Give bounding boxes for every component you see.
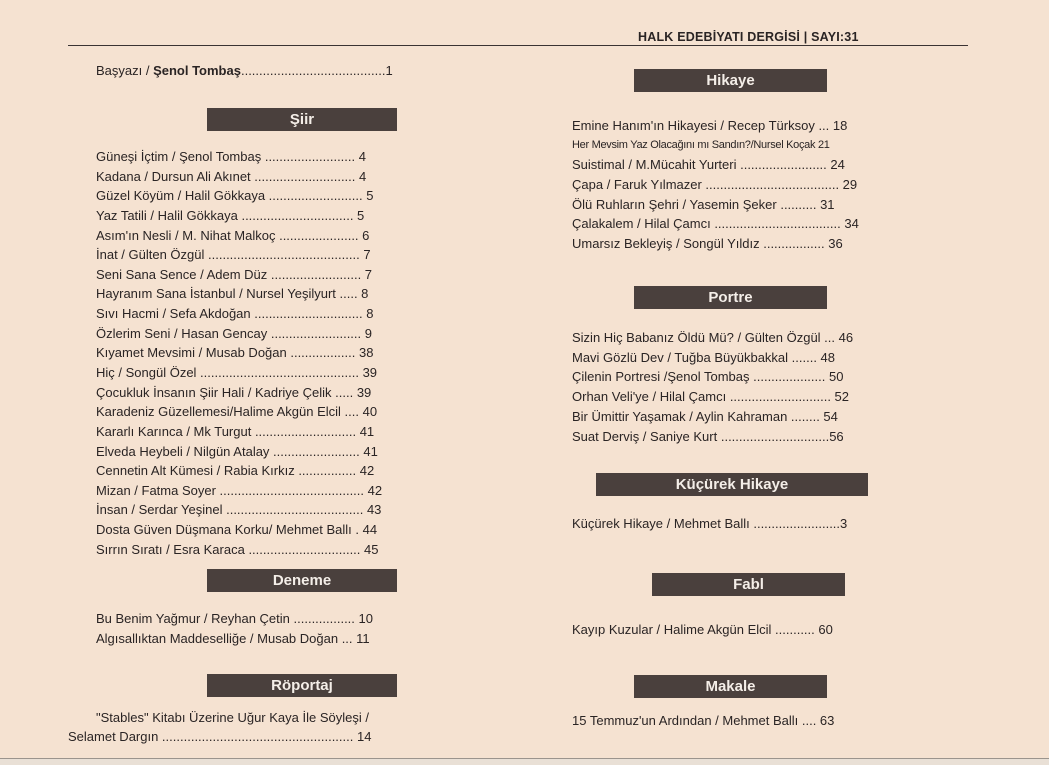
toc-entry: Suat Derviş / Saniye Kurt ..............................56 <box>572 429 844 444</box>
basyazi-page: 1 <box>385 63 393 78</box>
toc-entry: Dosta Güven Düşmana Korku/ Mehmet Ballı . 44 <box>96 522 378 537</box>
toc-entry: Orhan Veli'ye / Hilal Çamcı ............................ 52 <box>572 389 850 404</box>
toc-entry: Yaz Tatili / Halil Gökkaya ............................... 5 <box>96 208 365 223</box>
toc-entry: Hayranım Sana İstanbul / Nursel Yeşilyurt ..... 8 <box>96 286 369 301</box>
basyazi-entry <box>96 62 393 79</box>
toc-entry: 15 Temmuz'un Ardından / Mehmet Ballı .... 63 <box>572 713 835 728</box>
toc-entry: Hiç / Songül Özel ............................................ 39 <box>96 365 378 380</box>
section-heading-hikaye: Hikaye <box>634 69 827 92</box>
toc-entry: Elveda Heybeli / Nilgün Atalay ........................ 41 <box>96 444 378 459</box>
toc-entry: Emine Hanım'ın Hikayesi / Recep Türksoy ... 18 <box>572 118 848 133</box>
section-heading-fabl: Fabl <box>652 573 845 596</box>
toc-entry: İnat / Gülten Özgül .......................................... 7 <box>96 247 371 262</box>
journal-header: HALK EDEBİYATI DERGİSİ | SAYI:31 <box>638 30 859 44</box>
roportaj-line-1: "Stables" Kitabı Üzerine Uğur Kaya İle Söyleşi / <box>96 710 369 725</box>
roportaj-line-2: Selamet Dargın ..................................................... 14 <box>68 729 372 744</box>
basyazi-label: Başyazı / <box>96 63 154 78</box>
basyazi-author: Şenol Tombaş <box>153 63 241 78</box>
header-rule <box>68 45 968 46</box>
toc-entry: Umarsız Bekleyiş / Songül Yıldız ................. 36 <box>572 236 843 251</box>
toc-entry: İnsan / Serdar Yeşinel ...................................... 43 <box>96 502 382 517</box>
toc-entry: Her Mevsim Yaz Olacağını mı Sandın?/Nursel Koçak 21 <box>572 139 830 151</box>
basyazi-leader: ........................................ <box>240 63 386 78</box>
section-heading-makale: Makale <box>634 675 827 698</box>
toc-entry: Çapa / Faruk Yılmazer ..................................... 29 <box>572 177 858 192</box>
toc-entry: Kararlı Karınca / Mk Turgut ............................ 41 <box>96 424 375 439</box>
toc-entry: Kadana / Dursun Ali Akınet ............................ 4 <box>96 169 367 184</box>
toc-entry: Özlerim Seni / Hasan Gencay ......................... 9 <box>96 326 372 341</box>
toc-entry: Sizin Hiç Babanız Öldü Mü? / Gülten Özgül ... 46 <box>572 330 854 345</box>
toc-entry: Algısallıktan Maddeselliğe / Musab Doğan ... 11 <box>96 631 370 646</box>
section-heading-siir: Şiir <box>207 108 397 131</box>
toc-entry: Mavi Gözlü Dev / Tuğba Büyükbakkal ....... 48 <box>572 350 836 365</box>
toc-entry: Güneşi İçtim / Şenol Tombaş ......................... 4 <box>96 149 366 164</box>
toc-entry: Kıyamet Mevsimi / Musab Doğan .................. 38 <box>96 345 374 360</box>
toc-entry: Suistimal / M.Mücahit Yurteri ........................ 24 <box>572 157 845 172</box>
toc-entry: Sırrın Sıratı / Esra Karaca ............................... 45 <box>96 542 379 557</box>
section-heading-roportaj: Röportaj <box>207 674 397 697</box>
toc-entry: Karadeniz Güzellemesi/Halime Akgün Elcil .... 40 <box>96 404 378 419</box>
toc-entry: Seni Sana Sence / Adem Düz ......................... 7 <box>96 267 373 282</box>
toc-entry: Ölü Ruhların Şehri / Yasemin Şeker .......... 31 <box>572 197 835 212</box>
toc-entry: Bir Ümittir Yaşamak / Aylin Kahraman ........ 54 <box>572 409 838 424</box>
toc-entry: Çalakalem / Hilal Çamcı ................................... 34 <box>572 216 859 231</box>
toc-entry: Kayıp Kuzular / Halime Akgün Elcil ........... 60 <box>572 622 833 637</box>
toc-entry: Güzel Köyüm / Halil Gökkaya .......................... 5 <box>96 188 374 203</box>
roportaj-entry <box>68 708 510 746</box>
toc-entry: Küçürek Hikaye / Mehmet Ballı ........................3 <box>572 516 848 531</box>
section-heading-kucurek-hikaye: Küçürek Hikaye <box>596 473 868 496</box>
toc-entry: Mizan / Fatma Soyer ........................................ 42 <box>96 483 383 498</box>
toc-entry: Cennetin Alt Kümesi / Rabia Kırkız ................ 42 <box>96 463 375 478</box>
toc-entry: Sıvı Hacmi / Sefa Akdoğan .............................. 8 <box>96 306 374 321</box>
toc-entry: Asım'ın Nesli / M. Nihat Malkoç ...................... 6 <box>96 228 370 243</box>
toc-entry: Çilenin Portresi /Şenol Tombaş .................... 50 <box>572 369 844 384</box>
toc-entry: Çocukluk İnsanın Şiir Hali / Kadriye Çelik ..... 39 <box>96 385 372 400</box>
toc-entry: Bu Benim Yağmur / Reyhan Çetin ................. 10 <box>96 611 373 626</box>
section-heading-deneme: Deneme <box>207 569 397 592</box>
section-heading-portre: Portre <box>634 286 827 309</box>
